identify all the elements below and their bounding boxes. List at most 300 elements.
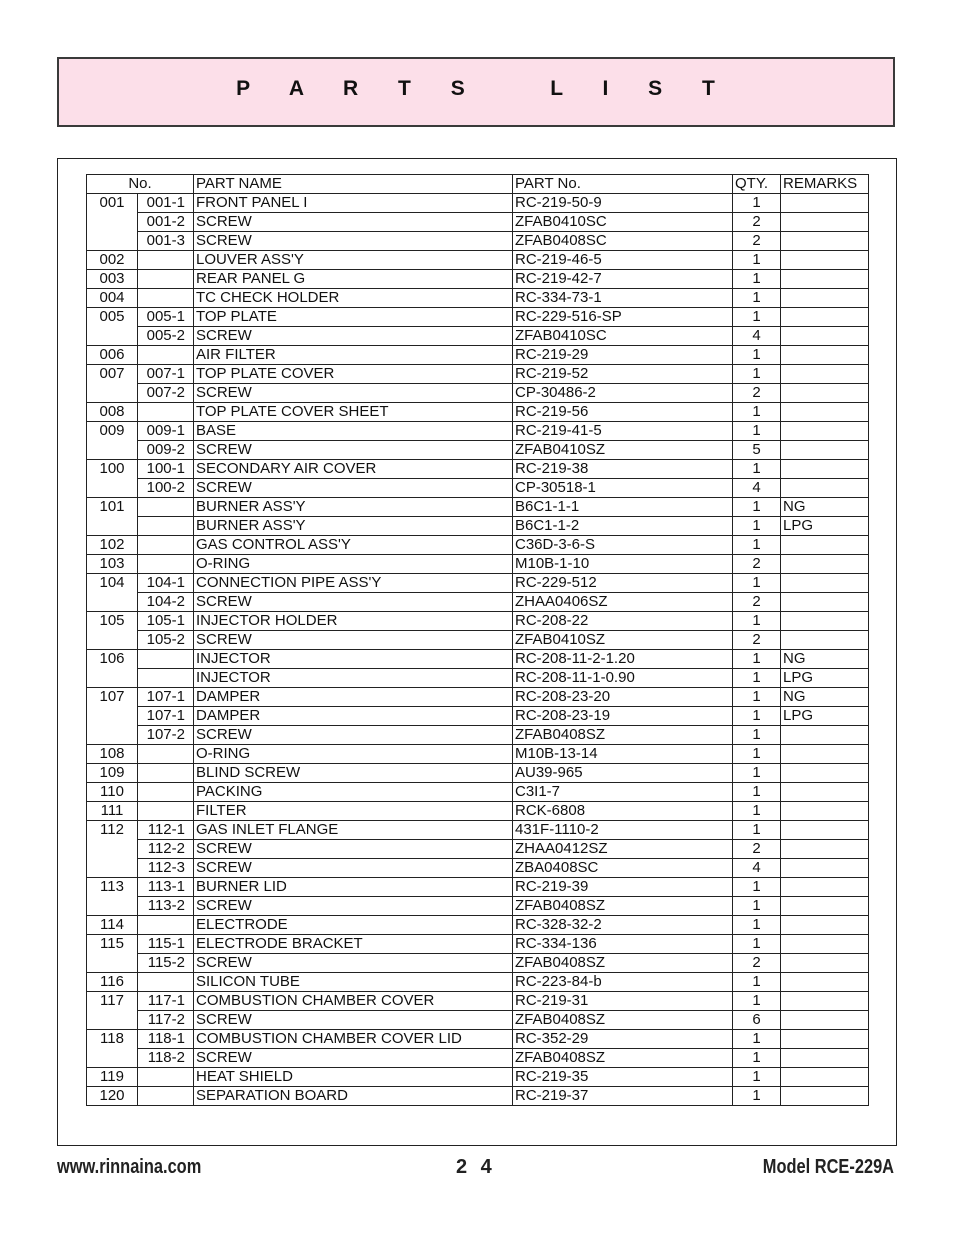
- part-name: BASE: [194, 422, 513, 441]
- part-name: BURNER ASS'Y: [194, 517, 513, 536]
- part-name: BLIND SCREW: [194, 764, 513, 783]
- part-sub-no: 005-1: [138, 308, 194, 327]
- table-row: [87, 555, 869, 574]
- part-qty: 1: [733, 992, 781, 1011]
- part-group-no: [87, 441, 138, 460]
- part-number: RC-219-50-9: [513, 194, 733, 213]
- part-qty: 2: [733, 840, 781, 859]
- part-qty: 1: [733, 251, 781, 270]
- part-remarks: [781, 441, 869, 460]
- part-group-no: 007: [87, 365, 138, 384]
- part-sub-no: [138, 346, 194, 365]
- part-name: DAMPER: [194, 707, 513, 726]
- part-sub-no: 100-1: [138, 460, 194, 479]
- part-group-no: 112: [87, 821, 138, 840]
- part-qty: 1: [733, 1068, 781, 1087]
- table-row: [87, 289, 869, 308]
- table-row: [87, 232, 869, 251]
- part-remarks: [781, 1030, 869, 1049]
- part-group-no: 116: [87, 973, 138, 992]
- part-remarks: [781, 612, 869, 631]
- footer-website: www.rinnaina.com: [57, 1156, 202, 1178]
- part-name: SCREW: [194, 441, 513, 460]
- table-row: [87, 802, 869, 821]
- part-qty: 1: [733, 802, 781, 821]
- part-number: RC-208-23-20: [513, 688, 733, 707]
- part-name: SILICON TUBE: [194, 973, 513, 992]
- part-group-no: [87, 232, 138, 251]
- part-remarks: [781, 973, 869, 992]
- part-group-no: 117: [87, 992, 138, 1011]
- part-qty: 1: [733, 194, 781, 213]
- part-number: RC-219-35: [513, 1068, 733, 1087]
- parts-table: [86, 174, 869, 1106]
- column-header-remarks: REMARKS: [781, 175, 869, 194]
- part-name: O-RING: [194, 555, 513, 574]
- part-name: SEPARATION BOARD: [194, 1087, 513, 1106]
- part-number: RC-208-22: [513, 612, 733, 631]
- part-group-no: [87, 479, 138, 498]
- part-number: RC-334-136: [513, 935, 733, 954]
- part-remarks: [781, 935, 869, 954]
- part-sub-no: [138, 783, 194, 802]
- table-row: [87, 612, 869, 631]
- part-number: AU39-965: [513, 764, 733, 783]
- table-row: [87, 327, 869, 346]
- part-sub-no: [138, 669, 194, 688]
- part-qty: 1: [733, 346, 781, 365]
- part-number: RC-219-39: [513, 878, 733, 897]
- part-sub-no: 115-2: [138, 954, 194, 973]
- part-remarks: [781, 1011, 869, 1030]
- table-row: [87, 973, 869, 992]
- part-name: SCREW: [194, 384, 513, 403]
- part-remarks: [781, 726, 869, 745]
- part-sub-no: 113-2: [138, 897, 194, 916]
- part-number: RC-229-516-SP: [513, 308, 733, 327]
- part-number: RC-328-32-2: [513, 916, 733, 935]
- part-name: CONNECTION PIPE ASS'Y: [194, 574, 513, 593]
- part-group-no: [87, 384, 138, 403]
- part-qty: 1: [733, 403, 781, 422]
- part-remarks: [781, 954, 869, 973]
- part-name: SCREW: [194, 726, 513, 745]
- part-name: DAMPER: [194, 688, 513, 707]
- part-remarks: [781, 821, 869, 840]
- part-sub-no: [138, 555, 194, 574]
- part-remarks: [781, 365, 869, 384]
- part-number: RC-223-84-b: [513, 973, 733, 992]
- part-qty: 2: [733, 213, 781, 232]
- part-remarks: NG: [781, 650, 869, 669]
- part-number: M10B-13-14: [513, 745, 733, 764]
- table-row: [87, 384, 869, 403]
- part-group-no: [87, 726, 138, 745]
- part-group-no: 109: [87, 764, 138, 783]
- part-number: RC-229-512: [513, 574, 733, 593]
- part-remarks: [781, 403, 869, 422]
- part-qty: 1: [733, 821, 781, 840]
- part-name: BURNER LID: [194, 878, 513, 897]
- column-header-no: No.: [87, 175, 194, 194]
- part-remarks: [781, 327, 869, 346]
- part-number: CP-30518-1: [513, 479, 733, 498]
- part-number: ZHAA0406SZ: [513, 593, 733, 612]
- table-row: [87, 1068, 869, 1087]
- part-qty: 4: [733, 859, 781, 878]
- part-number: ZFAB0408SZ: [513, 1049, 733, 1068]
- part-group-no: 001: [87, 194, 138, 213]
- part-sub-no: 009-2: [138, 441, 194, 460]
- part-qty: 1: [733, 612, 781, 631]
- part-qty: 1: [733, 935, 781, 954]
- part-group-no: 107: [87, 688, 138, 707]
- table-row: [87, 878, 869, 897]
- part-remarks: LPG: [781, 707, 869, 726]
- part-qty: 1: [733, 897, 781, 916]
- part-name: GAS CONTROL ASS'Y: [194, 536, 513, 555]
- part-group-no: 105: [87, 612, 138, 631]
- part-group-no: [87, 840, 138, 859]
- part-remarks: [781, 802, 869, 821]
- part-qty: 1: [733, 422, 781, 441]
- part-remarks: [781, 859, 869, 878]
- part-sub-no: 107-1: [138, 688, 194, 707]
- part-name: INJECTOR: [194, 650, 513, 669]
- part-group-no: [87, 593, 138, 612]
- part-remarks: [781, 213, 869, 232]
- part-number: CP-30486-2: [513, 384, 733, 403]
- part-qty: 2: [733, 555, 781, 574]
- title-banner: [57, 57, 895, 127]
- part-remarks: [781, 384, 869, 403]
- part-group-no: 004: [87, 289, 138, 308]
- part-sub-no: 007-2: [138, 384, 194, 403]
- table-header-row: [87, 175, 869, 194]
- table-row: [87, 688, 869, 707]
- part-remarks: [781, 631, 869, 650]
- part-remarks: LPG: [781, 669, 869, 688]
- table-row: [87, 403, 869, 422]
- part-qty: 1: [733, 688, 781, 707]
- table-row: [87, 213, 869, 232]
- column-header-part-name: PART NAME: [194, 175, 513, 194]
- part-number: RC-219-46-5: [513, 251, 733, 270]
- part-qty: 1: [733, 745, 781, 764]
- part-remarks: [781, 460, 869, 479]
- part-name: COMBUSTION CHAMBER COVER LID: [194, 1030, 513, 1049]
- part-qty: 1: [733, 650, 781, 669]
- part-remarks: [781, 536, 869, 555]
- part-sub-no: [138, 289, 194, 308]
- part-remarks: [781, 916, 869, 935]
- part-sub-no: [138, 536, 194, 555]
- part-sub-no: 001-2: [138, 213, 194, 232]
- table-row: [87, 859, 869, 878]
- part-group-no: 005: [87, 308, 138, 327]
- part-name: ELECTRODE BRACKET: [194, 935, 513, 954]
- part-name: SCREW: [194, 1049, 513, 1068]
- part-sub-no: 100-2: [138, 479, 194, 498]
- part-group-no: 101: [87, 498, 138, 517]
- table-row: [87, 422, 869, 441]
- part-number: M10B-1-10: [513, 555, 733, 574]
- part-sub-no: [138, 403, 194, 422]
- part-remarks: [781, 308, 869, 327]
- part-number: 431F-1110-2: [513, 821, 733, 840]
- part-name: COMBUSTION CHAMBER COVER: [194, 992, 513, 1011]
- part-qty: 1: [733, 726, 781, 745]
- table-row: [87, 251, 869, 270]
- part-number: B6C1-1-1: [513, 498, 733, 517]
- part-sub-no: 118-2: [138, 1049, 194, 1068]
- part-number: RC-219-29: [513, 346, 733, 365]
- column-header-qty: QTY.: [733, 175, 781, 194]
- part-sub-no: 007-1: [138, 365, 194, 384]
- table-row: [87, 536, 869, 555]
- part-name: SCREW: [194, 897, 513, 916]
- part-sub-no: [138, 745, 194, 764]
- part-name: TOP PLATE COVER: [194, 365, 513, 384]
- part-qty: 5: [733, 441, 781, 460]
- part-name: REAR PANEL G: [194, 270, 513, 289]
- table-row: [87, 707, 869, 726]
- part-qty: 1: [733, 669, 781, 688]
- part-sub-no: 005-2: [138, 327, 194, 346]
- part-group-no: 100: [87, 460, 138, 479]
- part-group-no: 106: [87, 650, 138, 669]
- part-qty: 1: [733, 498, 781, 517]
- part-remarks: [781, 232, 869, 251]
- part-remarks: [781, 593, 869, 612]
- part-group-no: [87, 669, 138, 688]
- part-number: RC-208-11-1-0.90: [513, 669, 733, 688]
- part-qty: 2: [733, 384, 781, 403]
- part-group-no: 118: [87, 1030, 138, 1049]
- part-number: RCK-6808: [513, 802, 733, 821]
- part-remarks: [781, 992, 869, 1011]
- part-name: FRONT PANEL I: [194, 194, 513, 213]
- part-number: C3I1-7: [513, 783, 733, 802]
- part-qty: 2: [733, 232, 781, 251]
- table-row: [87, 593, 869, 612]
- part-remarks: [781, 1068, 869, 1087]
- parts-table-body: [87, 194, 869, 1106]
- part-group-no: 113: [87, 878, 138, 897]
- footer-page-number: 2 4: [456, 1156, 496, 1178]
- part-sub-no: 105-2: [138, 631, 194, 650]
- part-group-no: 120: [87, 1087, 138, 1106]
- part-name: SCREW: [194, 327, 513, 346]
- table-row: [87, 650, 869, 669]
- table-row: [87, 441, 869, 460]
- part-sub-no: 107-1: [138, 707, 194, 726]
- table-row: [87, 916, 869, 935]
- part-name: PACKING: [194, 783, 513, 802]
- table-row: [87, 631, 869, 650]
- part-qty: 2: [733, 631, 781, 650]
- part-remarks: [781, 555, 869, 574]
- part-sub-no: 112-3: [138, 859, 194, 878]
- part-qty: 1: [733, 973, 781, 992]
- part-name: SCREW: [194, 232, 513, 251]
- table-row: [87, 460, 869, 479]
- part-name: GAS INLET FLANGE: [194, 821, 513, 840]
- table-row: [87, 574, 869, 593]
- part-group-no: [87, 1049, 138, 1068]
- table-row: [87, 783, 869, 802]
- part-number: RC-219-38: [513, 460, 733, 479]
- part-qty: 6: [733, 1011, 781, 1030]
- part-number: ZFAB0408SZ: [513, 726, 733, 745]
- part-sub-no: [138, 270, 194, 289]
- page-title: P A R T S L I S T: [236, 77, 732, 100]
- part-sub-no: [138, 1068, 194, 1087]
- part-remarks: [781, 878, 869, 897]
- part-sub-no: [138, 498, 194, 517]
- part-qty: 1: [733, 365, 781, 384]
- part-qty: 1: [733, 764, 781, 783]
- table-row: [87, 498, 869, 517]
- table-row: [87, 365, 869, 384]
- part-remarks: [781, 897, 869, 916]
- table-row: [87, 308, 869, 327]
- part-remarks: [781, 289, 869, 308]
- part-group-no: 103: [87, 555, 138, 574]
- part-number: RC-219-52: [513, 365, 733, 384]
- part-remarks: [781, 1049, 869, 1068]
- part-name: TOP PLATE COVER SHEET: [194, 403, 513, 422]
- part-sub-no: 117-1: [138, 992, 194, 1011]
- table-row: [87, 745, 869, 764]
- part-sub-no: 104-1: [138, 574, 194, 593]
- part-sub-no: [138, 916, 194, 935]
- part-group-no: [87, 213, 138, 232]
- part-qty: 1: [733, 517, 781, 536]
- part-sub-no: [138, 251, 194, 270]
- part-number: RC-219-41-5: [513, 422, 733, 441]
- part-group-no: [87, 1011, 138, 1030]
- table-row: [87, 346, 869, 365]
- part-number: RC-219-37: [513, 1087, 733, 1106]
- table-row: [87, 1049, 869, 1068]
- part-qty: 1: [733, 289, 781, 308]
- part-qty: 1: [733, 460, 781, 479]
- part-number: ZFAB0408SZ: [513, 954, 733, 973]
- part-group-no: 115: [87, 935, 138, 954]
- part-sub-no: [138, 650, 194, 669]
- table-row: [87, 897, 869, 916]
- table-row: [87, 954, 869, 973]
- footer-model: Model RCE-229A: [762, 1156, 894, 1178]
- table-row: [87, 992, 869, 1011]
- part-remarks: [781, 574, 869, 593]
- part-group-no: 008: [87, 403, 138, 422]
- part-group-no: [87, 897, 138, 916]
- part-sub-no: [138, 1087, 194, 1106]
- part-sub-no: [138, 802, 194, 821]
- part-number: ZBA0408SC: [513, 859, 733, 878]
- part-number: ZFAB0410SC: [513, 213, 733, 232]
- part-remarks: [781, 764, 869, 783]
- part-name: SCREW: [194, 631, 513, 650]
- part-number: RC-219-56: [513, 403, 733, 422]
- part-qty: 1: [733, 574, 781, 593]
- part-name: SCREW: [194, 213, 513, 232]
- part-remarks: [781, 422, 869, 441]
- table-row: [87, 479, 869, 498]
- part-name: HEAT SHIELD: [194, 1068, 513, 1087]
- part-group-no: [87, 631, 138, 650]
- part-name: SCREW: [194, 954, 513, 973]
- part-remarks: [781, 745, 869, 764]
- table-row: [87, 517, 869, 536]
- part-number: ZHAA0412SZ: [513, 840, 733, 859]
- part-qty: 1: [733, 1087, 781, 1106]
- part-sub-no: 113-1: [138, 878, 194, 897]
- part-group-no: 102: [87, 536, 138, 555]
- part-number: RC-352-29: [513, 1030, 733, 1049]
- part-name: TOP PLATE: [194, 308, 513, 327]
- part-name: INJECTOR: [194, 669, 513, 688]
- part-group-no: [87, 954, 138, 973]
- part-qty: 1: [733, 783, 781, 802]
- part-name: ELECTRODE: [194, 916, 513, 935]
- part-sub-no: [138, 973, 194, 992]
- part-number: ZFAB0410SC: [513, 327, 733, 346]
- part-group-no: 110: [87, 783, 138, 802]
- part-sub-no: 107-2: [138, 726, 194, 745]
- part-group-no: [87, 859, 138, 878]
- part-name: SCREW: [194, 859, 513, 878]
- part-qty: 1: [733, 916, 781, 935]
- table-row: [87, 726, 869, 745]
- part-name: SCREW: [194, 593, 513, 612]
- part-number: C36D-3-6-S: [513, 536, 733, 555]
- part-sub-no: [138, 517, 194, 536]
- part-remarks: [781, 840, 869, 859]
- part-remarks: LPG: [781, 517, 869, 536]
- part-group-no: [87, 327, 138, 346]
- part-name: SCREW: [194, 840, 513, 859]
- part-name: AIR FILTER: [194, 346, 513, 365]
- part-remarks: [781, 251, 869, 270]
- part-group-no: 006: [87, 346, 138, 365]
- part-group-no: 104: [87, 574, 138, 593]
- part-group-no: 111: [87, 802, 138, 821]
- part-remarks: [781, 783, 869, 802]
- part-group-no: [87, 707, 138, 726]
- part-number: ZFAB0408SC: [513, 232, 733, 251]
- table-row: [87, 1030, 869, 1049]
- part-number: RC-219-42-7: [513, 270, 733, 289]
- part-number: RC-208-11-2-1.20: [513, 650, 733, 669]
- table-row: [87, 270, 869, 289]
- part-remarks: [781, 1087, 869, 1106]
- part-number: RC-219-31: [513, 992, 733, 1011]
- part-name: FILTER: [194, 802, 513, 821]
- part-group-no: 108: [87, 745, 138, 764]
- table-row: [87, 194, 869, 213]
- part-sub-no: [138, 764, 194, 783]
- table-row: [87, 764, 869, 783]
- part-qty: 1: [733, 536, 781, 555]
- table-row: [87, 935, 869, 954]
- column-header-part-no: PART No.: [513, 175, 733, 194]
- part-qty: 1: [733, 1049, 781, 1068]
- part-qty: 1: [733, 308, 781, 327]
- table-row: [87, 669, 869, 688]
